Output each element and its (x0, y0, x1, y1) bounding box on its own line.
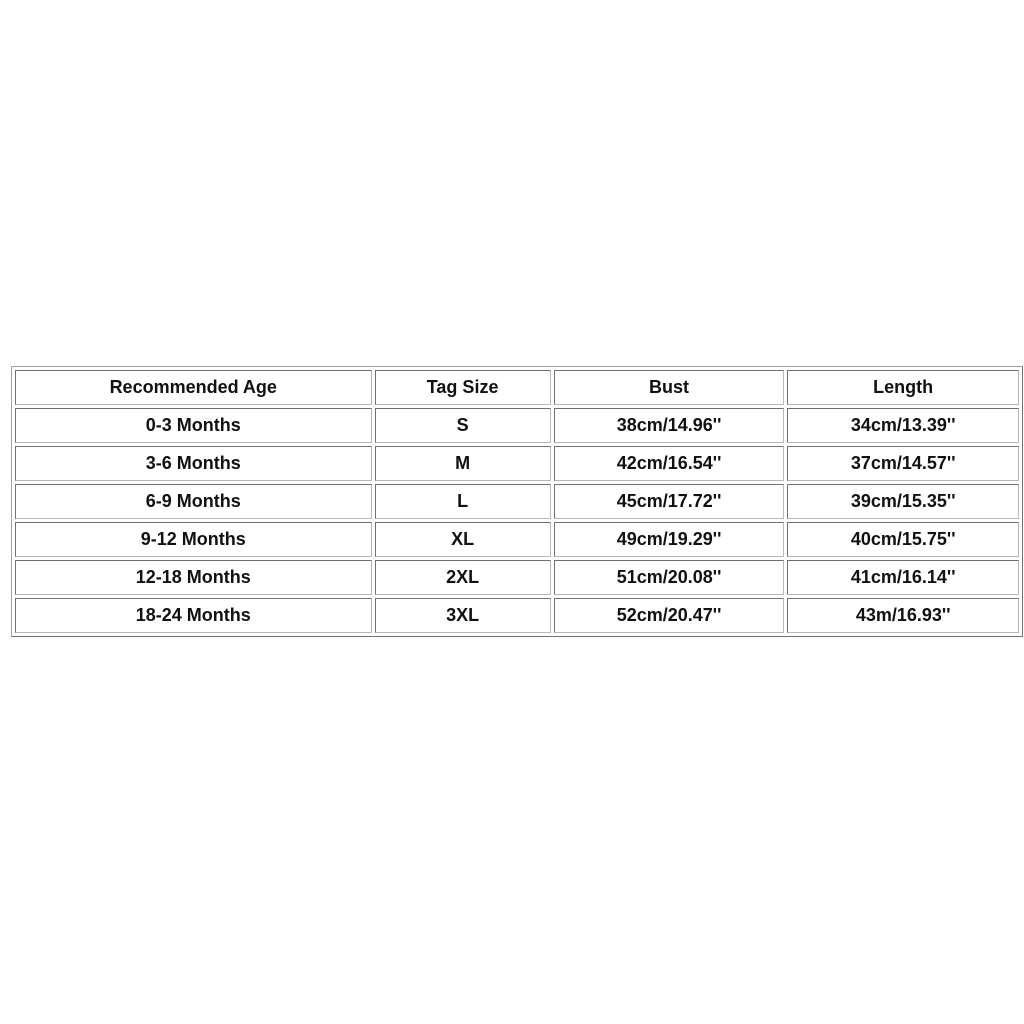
header-tag-size: Tag Size (375, 370, 551, 405)
cell-tag-size: S (375, 408, 551, 443)
cell-length: 41cm/16.14'' (787, 560, 1019, 595)
cell-bust: 52cm/20.47'' (554, 598, 785, 633)
cell-age: 12-18 Months (15, 560, 372, 595)
cell-bust: 38cm/14.96'' (554, 408, 785, 443)
cell-age: 9-12 Months (15, 522, 372, 557)
cell-age: 0-3 Months (15, 408, 372, 443)
cell-bust: 49cm/19.29'' (554, 522, 785, 557)
table-row (15, 484, 1019, 519)
cell-tag-size: 3XL (375, 598, 551, 633)
table-row (15, 598, 1019, 633)
cell-age: 3-6 Months (15, 446, 372, 481)
cell-bust: 45cm/17.72'' (554, 484, 785, 519)
cell-tag-size: XL (375, 522, 551, 557)
cell-tag-size: 2XL (375, 560, 551, 595)
header-bust: Bust (554, 370, 785, 405)
cell-tag-size: L (375, 484, 551, 519)
cell-tag-size: M (375, 446, 551, 481)
table-row (15, 408, 1019, 443)
cell-bust: 51cm/20.08'' (554, 560, 785, 595)
size-chart-table (11, 366, 1023, 637)
header-recommended-age: Recommended Age (15, 370, 372, 405)
cell-age: 18-24 Months (15, 598, 372, 633)
cell-age: 6-9 Months (15, 484, 372, 519)
cell-length: 34cm/13.39'' (787, 408, 1019, 443)
table-row (15, 560, 1019, 595)
header-length: Length (787, 370, 1019, 405)
table-row (15, 522, 1019, 557)
cell-length: 43m/16.93'' (787, 598, 1019, 633)
cell-length: 39cm/15.35'' (787, 484, 1019, 519)
cell-length: 40cm/15.75'' (787, 522, 1019, 557)
cell-bust: 42cm/16.54'' (554, 446, 785, 481)
table-header-row (15, 370, 1019, 405)
cell-length: 37cm/14.57'' (787, 446, 1019, 481)
table-row (15, 446, 1019, 481)
